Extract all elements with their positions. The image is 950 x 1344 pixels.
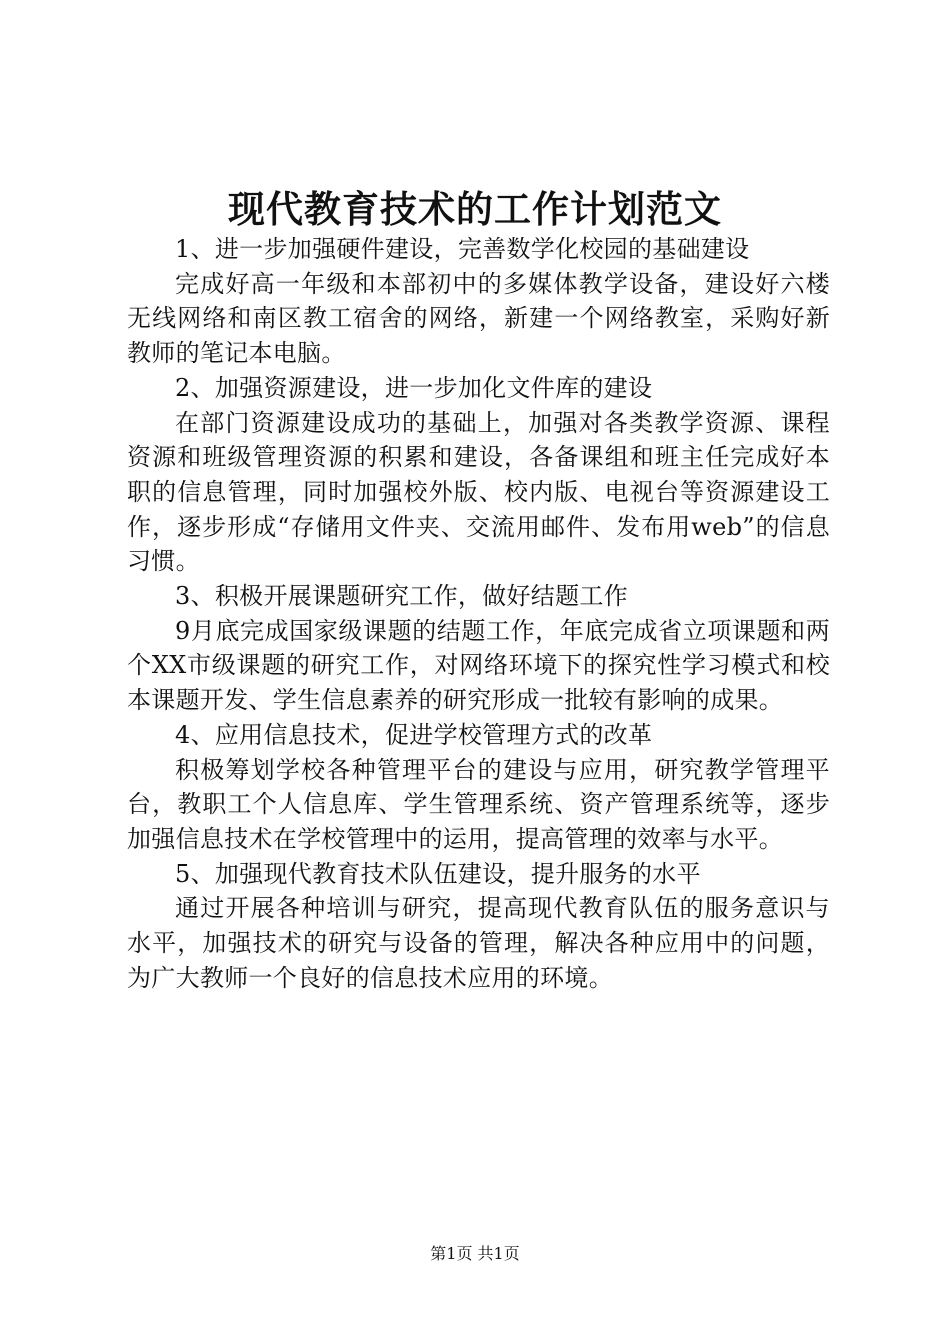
section-body-4: 积极筹划学校各种管理平台的建设与应用，研究教学管理平台，教职工个人信息库、学生管理系统、资产管理系统等，逐步加强信息技术在学校管理中的运用，提高管理的效率与水平。 [127,755,830,853]
section-heading-1: 1、进一步加强硬件建设，完善数学化校园的基础建设 [175,235,750,263]
document-title: 现代教育技术的工作计划范文 [228,187,722,231]
section-body-3: 9月底完成国家级课题的结题工作，年底完成省立项课题和两个XX市级课题的研究工作，对网络环境下的探究性学习模式和校本课题开发、学生信息素养的研究形成一批较有影响的成果。 [127,616,830,715]
section-body-1: 完成好高一年级和本部初中的多媒体教学设备，建设好六楼无线网络和南区教工宿舍的网络，新建一个网络教室，采购好新教师的笔记本电脑。 [127,269,830,368]
section-heading-3: 3、积极开展课题研究工作，做好结题工作 [175,582,628,611]
section-heading-5: 5、加强现代教育技术队伍建设，提升服务的水平 [175,859,701,888]
page-footer: 第1页 共1页 [430,1244,520,1263]
document-body [127,232,830,995]
section-heading-4: 4、应用信息技术，促进学校管理方式的改革 [175,720,653,749]
section-heading-2: 2、加强资源建设，进一步加化文件库的建设 [175,373,653,402]
section-body-2: 在部门资源建设成功的基础上，加强对各类教学资源、课程资源和班级管理资源的积累和建设，各备课组和班主任完成好本职的信息管理，同时加强校外版、校内版、电视台等资源建设工作，逐步形成“存储用文件夹、交流用邮件、发布用web”的信息习惯。 [127,408,830,576]
section-body-5: 通过开展各种培训与研究，提高现代教育队伍的服务意识与水平，加强技术的研究与设备的管理，解决各种应用中的问题，为广大教师一个良好的信息技术应用的环境。 [127,894,830,992]
